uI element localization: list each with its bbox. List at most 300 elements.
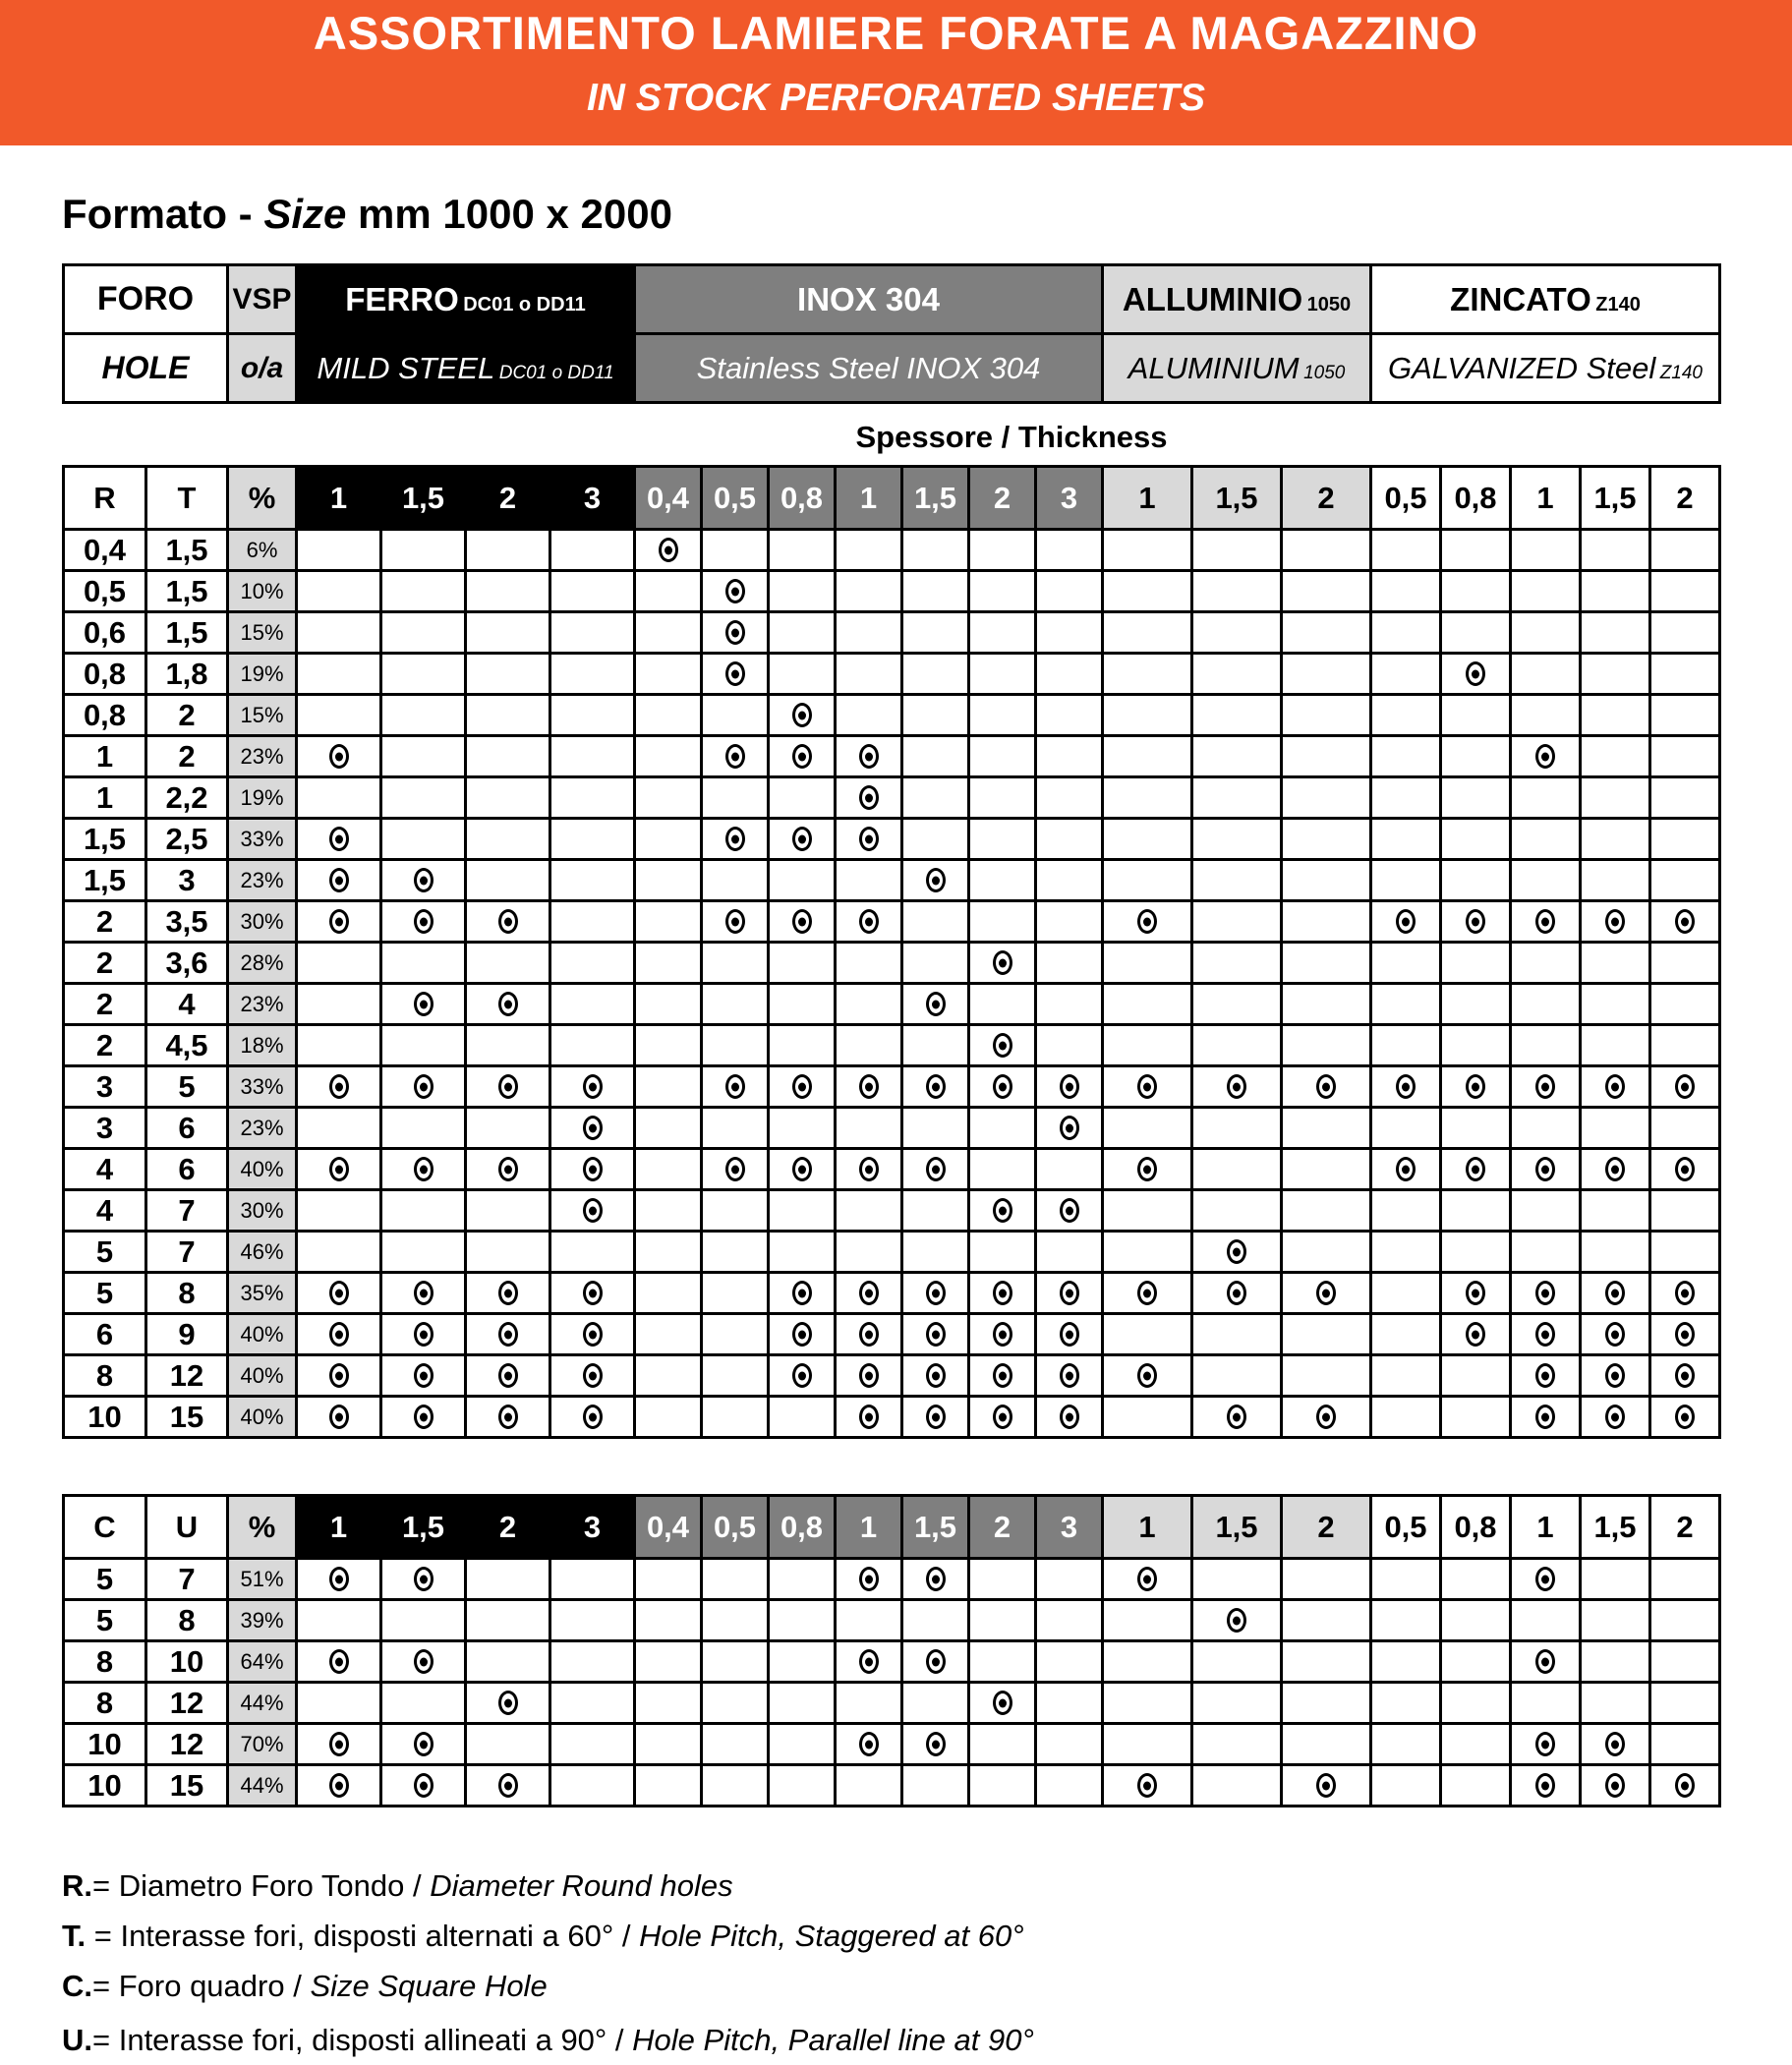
stock-cell <box>635 777 702 819</box>
stock-cell <box>1192 1559 1282 1600</box>
thickness-header-inox-3: 3 <box>1036 467 1103 530</box>
stock-cell <box>1103 654 1192 695</box>
stock-cell <box>969 1641 1036 1683</box>
stock-cell <box>769 1559 836 1600</box>
stock-cell <box>1441 1724 1511 1765</box>
open-area-cell: 23% <box>228 860 297 901</box>
stock-cell <box>1282 1314 1371 1355</box>
stock-dot-icon <box>329 1281 349 1305</box>
stock-cell <box>297 530 381 571</box>
stock-dot-icon <box>1605 1732 1625 1756</box>
stock-cell <box>1192 1355 1282 1397</box>
stock-cell <box>1103 860 1192 901</box>
stock-cell <box>1650 777 1720 819</box>
stock-cell <box>769 1765 836 1807</box>
stock-cell <box>381 984 466 1025</box>
stock-dot-icon <box>1060 1074 1079 1099</box>
stock-dot-icon <box>1227 1239 1246 1264</box>
stock-dot-icon <box>1137 1773 1157 1798</box>
open-area-cell: 39% <box>228 1600 297 1641</box>
stock-cell <box>635 1724 702 1765</box>
stock-dot-icon <box>1605 1322 1625 1347</box>
stock-cell <box>635 1273 702 1314</box>
dimension-cell: 4 <box>64 1190 146 1232</box>
stock-cell <box>381 1641 466 1683</box>
stock-cell <box>1036 1025 1103 1066</box>
stock-cell <box>1581 1600 1650 1641</box>
stock-cell <box>466 1765 550 1807</box>
stock-dot-icon <box>1535 1732 1555 1756</box>
stock-cell <box>550 1190 635 1232</box>
stock-cell <box>1441 654 1511 695</box>
stock-cell <box>1192 1641 1282 1683</box>
stock-dot-icon <box>498 1074 518 1099</box>
stock-dot-icon <box>725 909 745 934</box>
dimension-cell: 2 <box>146 736 228 777</box>
stock-cell <box>1282 571 1371 612</box>
stock-cell <box>1036 736 1103 777</box>
stock-dot-icon <box>792 1322 812 1347</box>
stock-dot-icon <box>1137 1363 1157 1388</box>
stock-cell <box>1511 1066 1581 1108</box>
page-title: ASSORTIMENTO LAMIERE FORATE A MAGAZZINO <box>313 7 1479 59</box>
stock-cell <box>969 1108 1036 1149</box>
stock-cell <box>1441 1559 1511 1600</box>
stock-cell <box>1036 1108 1103 1149</box>
stock-dot-icon <box>1316 1074 1336 1099</box>
header-cell-r: R <box>64 467 146 530</box>
stock-cell <box>550 530 635 571</box>
stock-cell <box>836 1683 902 1724</box>
stock-cell <box>1371 1683 1441 1724</box>
dimension-cell: 3 <box>64 1066 146 1108</box>
stock-cell <box>1192 695 1282 736</box>
thickness-header-zincato-2: 2 <box>1650 1496 1720 1559</box>
mild-steel-name: MILD STEEL <box>317 350 495 385</box>
stock-cell <box>1650 1355 1720 1397</box>
dimension-cell: 4 <box>64 1149 146 1190</box>
stock-dot-icon <box>1137 1074 1157 1099</box>
stock-cell <box>836 777 902 819</box>
stock-cell <box>1103 984 1192 1025</box>
table-row <box>64 901 1720 943</box>
stock-cell <box>1192 777 1282 819</box>
stock-cell <box>1650 1314 1720 1355</box>
stock-cell <box>1103 1066 1192 1108</box>
stock-cell <box>969 654 1036 695</box>
stock-cell <box>550 1149 635 1190</box>
stock-cell <box>1192 943 1282 984</box>
stock-cell <box>1581 1232 1650 1273</box>
thickness-header-alluminio-1_5: 1,5 <box>1192 467 1282 530</box>
stock-cell <box>1192 1190 1282 1232</box>
stock-cell <box>769 1641 836 1683</box>
thickness-header-inox-0_8: 0,8 <box>769 1496 836 1559</box>
stock-cell <box>902 1683 969 1724</box>
open-area-cell: 33% <box>228 819 297 860</box>
stock-dot-icon <box>792 1281 812 1305</box>
stock-cell <box>466 1683 550 1724</box>
stock-cell <box>836 1108 902 1149</box>
open-area-cell: 15% <box>228 695 297 736</box>
stock-cell <box>1650 1232 1720 1273</box>
stock-dot-icon <box>498 1157 518 1181</box>
stock-cell <box>1282 695 1371 736</box>
stock-cell <box>635 1025 702 1066</box>
stock-cell <box>1650 901 1720 943</box>
stock-dot-icon <box>329 1567 349 1591</box>
stock-cell <box>902 1724 969 1765</box>
stock-cell <box>836 1600 902 1641</box>
stock-cell <box>297 612 381 654</box>
materials-row-it <box>64 265 1720 334</box>
stock-dot-icon <box>498 1363 518 1388</box>
inox-name: INOX 304 <box>797 280 940 317</box>
stock-cell <box>702 1397 769 1438</box>
stock-cell <box>1371 1355 1441 1397</box>
thickness-header-inox-1_5: 1,5 <box>902 467 969 530</box>
aluminium-header-cell <box>1103 334 1371 403</box>
table-row <box>64 1765 1720 1807</box>
stock-dot-icon <box>414 1773 434 1798</box>
stock-dot-icon <box>498 1691 518 1715</box>
stock-dot-icon <box>1060 1363 1079 1388</box>
stock-dot-icon <box>1675 1322 1695 1347</box>
stock-cell <box>1036 777 1103 819</box>
stock-dot-icon <box>792 744 812 769</box>
footnote-text-it: = Interasse fori, disposti allineati a 90° / <box>92 2023 633 2057</box>
dimension-cell: 3 <box>146 860 228 901</box>
stock-cell <box>1581 901 1650 943</box>
stock-cell <box>1192 1066 1282 1108</box>
stock-dot-icon <box>329 1773 349 1798</box>
stock-cell <box>1371 1600 1441 1641</box>
stock-dot-icon <box>1316 1405 1336 1429</box>
stock-cell <box>1650 1190 1720 1232</box>
stock-cell <box>1036 612 1103 654</box>
stock-cell <box>836 984 902 1025</box>
stock-dot-icon <box>859 1567 879 1591</box>
stock-dot-icon <box>414 992 434 1016</box>
stock-cell <box>466 901 550 943</box>
stock-cell <box>1103 612 1192 654</box>
open-area-cell: 44% <box>228 1765 297 1807</box>
stock-cell <box>1371 1559 1441 1600</box>
table-row <box>64 1190 1720 1232</box>
stock-cell <box>1581 984 1650 1025</box>
stock-cell <box>769 1724 836 1765</box>
stock-cell <box>1581 819 1650 860</box>
thickness-header-zincato-1: 1 <box>1511 467 1581 530</box>
stock-cell <box>969 530 1036 571</box>
stock-dot-icon <box>1227 1281 1246 1305</box>
stock-dot-icon <box>859 1322 879 1347</box>
stock-cell <box>702 1683 769 1724</box>
stock-cell <box>1371 943 1441 984</box>
thickness-header-zincato-2: 2 <box>1650 467 1720 530</box>
stock-cell <box>902 695 969 736</box>
stock-dot-icon <box>329 1732 349 1756</box>
stock-cell <box>381 1066 466 1108</box>
footnote-u <box>62 2015 1792 2065</box>
stock-dot-icon <box>583 1157 603 1181</box>
stock-cell <box>1511 1765 1581 1807</box>
foro-header-cell: FORO <box>64 265 228 334</box>
table-row <box>64 695 1720 736</box>
stock-cell <box>836 612 902 654</box>
stock-cell <box>1441 530 1511 571</box>
stock-cell <box>1036 901 1103 943</box>
stock-dot-icon <box>329 1074 349 1099</box>
stock-cell <box>769 777 836 819</box>
stock-cell <box>702 1232 769 1273</box>
stock-dot-icon <box>1396 1157 1416 1181</box>
stock-cell <box>635 860 702 901</box>
stock-dot-icon <box>993 1322 1012 1347</box>
stock-cell <box>902 943 969 984</box>
stock-cell <box>381 860 466 901</box>
stock-cell <box>1511 1149 1581 1190</box>
footnote-r <box>62 1861 1792 1911</box>
stock-cell <box>635 695 702 736</box>
stock-cell <box>1192 1397 1282 1438</box>
open-area-cell: 40% <box>228 1397 297 1438</box>
stock-cell <box>1282 819 1371 860</box>
stock-dot-icon <box>859 827 879 851</box>
stock-cell <box>969 1066 1036 1108</box>
stock-cell <box>550 860 635 901</box>
stock-dot-icon <box>1535 1074 1555 1099</box>
stock-cell <box>1282 860 1371 901</box>
stock-cell <box>297 736 381 777</box>
stock-cell <box>969 860 1036 901</box>
stock-cell <box>1441 695 1511 736</box>
stock-cell <box>836 1397 902 1438</box>
stock-cell <box>1441 1273 1511 1314</box>
stock-cell <box>466 1273 550 1314</box>
stock-cell <box>381 1683 466 1724</box>
stock-cell <box>1192 901 1282 943</box>
stock-cell <box>1192 1314 1282 1355</box>
stock-cell <box>769 860 836 901</box>
stock-dot-icon <box>859 1405 879 1429</box>
stock-cell <box>1441 736 1511 777</box>
stock-cell <box>1371 1149 1441 1190</box>
stock-cell <box>1371 1724 1441 1765</box>
stock-cell <box>1282 1641 1371 1683</box>
stock-cell <box>381 1355 466 1397</box>
stock-cell <box>635 1314 702 1355</box>
stock-cell <box>297 1149 381 1190</box>
aluminium-grade: 1050 <box>1303 362 1346 383</box>
stock-dot-icon <box>1605 1281 1625 1305</box>
thickness-header-ferro-2: 2 <box>466 467 550 530</box>
table-row <box>64 1232 1720 1273</box>
table-row <box>64 943 1720 984</box>
stock-cell <box>969 901 1036 943</box>
ferro-grade: DC01 o DD11 <box>463 293 586 315</box>
footnote-key: U. <box>62 2023 92 2057</box>
stock-cell <box>297 1314 381 1355</box>
stock-cell <box>1282 1765 1371 1807</box>
stock-dot-icon <box>414 1074 434 1099</box>
dimension-cell: 1,5 <box>64 860 146 901</box>
stock-cell <box>381 1559 466 1600</box>
stock-cell <box>836 571 902 612</box>
stock-dot-icon <box>498 1322 518 1347</box>
dimension-cell: 8 <box>146 1273 228 1314</box>
stock-cell <box>1650 819 1720 860</box>
thickness-header-ferro-3: 3 <box>550 467 635 530</box>
stock-cell <box>969 1397 1036 1438</box>
stock-cell <box>1650 612 1720 654</box>
stock-cell <box>969 612 1036 654</box>
stock-dot-icon <box>1535 744 1555 769</box>
open-area-cell: 46% <box>228 1232 297 1273</box>
stock-cell <box>902 530 969 571</box>
stock-cell <box>297 695 381 736</box>
stainless-header-cell <box>635 334 1103 403</box>
stock-dot-icon <box>792 1363 812 1388</box>
stock-cell <box>902 1600 969 1641</box>
stock-cell <box>550 777 635 819</box>
dimension-cell: 2 <box>64 943 146 984</box>
table-row <box>64 1641 1720 1683</box>
stock-cell <box>1511 695 1581 736</box>
thickness-header-inox-0_8: 0,8 <box>769 467 836 530</box>
stock-cell <box>769 654 836 695</box>
stock-cell <box>381 819 466 860</box>
stock-cell <box>1371 571 1441 612</box>
stock-dot-icon <box>414 1157 434 1181</box>
stock-dot-icon <box>926 1405 946 1429</box>
stock-cell <box>1650 943 1720 984</box>
stock-dot-icon <box>1605 1405 1625 1429</box>
dimension-cell: 2,5 <box>146 819 228 860</box>
stock-dot-icon <box>926 1567 946 1591</box>
stock-cell <box>1192 1724 1282 1765</box>
stock-dot-icon <box>1535 1649 1555 1674</box>
stock-cell <box>381 1724 466 1765</box>
stock-cell <box>1192 654 1282 695</box>
stock-cell <box>1371 736 1441 777</box>
stock-dot-icon <box>993 1198 1012 1223</box>
format-label-en: Size <box>263 191 347 237</box>
zincato-name: ZINCATO <box>1450 280 1591 317</box>
stock-dot-icon <box>1605 1363 1625 1388</box>
title-banner <box>0 0 1792 145</box>
stock-cell <box>969 1355 1036 1397</box>
stock-cell <box>1282 1600 1371 1641</box>
stock-cell <box>297 901 381 943</box>
stock-cell <box>702 777 769 819</box>
stock-cell <box>769 1355 836 1397</box>
stock-cell <box>769 1397 836 1438</box>
stock-dot-icon <box>1605 1773 1625 1798</box>
stock-cell <box>1650 1683 1720 1724</box>
stock-cell <box>1581 736 1650 777</box>
stock-cell <box>836 1559 902 1600</box>
table-row <box>64 984 1720 1025</box>
stock-cell <box>1282 1232 1371 1273</box>
thickness-header-inox-0_4: 0,4 <box>635 1496 702 1559</box>
stock-dot-icon <box>1466 1157 1485 1181</box>
stock-cell <box>1511 736 1581 777</box>
stock-dot-icon <box>926 1157 946 1181</box>
stock-cell <box>297 1025 381 1066</box>
stock-cell <box>1511 1273 1581 1314</box>
stock-cell <box>1036 1559 1103 1600</box>
stock-cell <box>635 1149 702 1190</box>
stock-dot-icon <box>859 1732 879 1756</box>
stock-dot-icon <box>792 909 812 934</box>
thickness-header-ferro-1_5: 1,5 <box>381 1496 466 1559</box>
table-row <box>64 1683 1720 1724</box>
dimension-cell: 0,6 <box>64 612 146 654</box>
stock-cell <box>969 984 1036 1025</box>
stock-cell <box>1371 984 1441 1025</box>
stock-cell <box>550 819 635 860</box>
stock-cell <box>1103 1190 1192 1232</box>
round-holes-table <box>62 465 1721 1439</box>
stock-cell <box>1441 1600 1511 1641</box>
footnote-key: R. <box>62 1868 92 1903</box>
open-area-cell: 64% <box>228 1641 297 1683</box>
dimension-cell: 0,8 <box>64 695 146 736</box>
table-row <box>64 1025 1720 1066</box>
open-area-cell: 44% <box>228 1683 297 1724</box>
table-row <box>64 1108 1720 1149</box>
stock-cell <box>635 901 702 943</box>
table-row <box>64 736 1720 777</box>
stock-cell <box>1441 819 1511 860</box>
stock-cell <box>1103 1765 1192 1807</box>
header-cell-c: C <box>64 1496 146 1559</box>
mild-steel-header-cell <box>297 334 635 403</box>
stock-cell <box>1650 695 1720 736</box>
stock-dot-icon <box>1535 1363 1555 1388</box>
stock-cell <box>1581 943 1650 984</box>
stock-cell <box>1441 901 1511 943</box>
stock-cell <box>969 943 1036 984</box>
stock-cell <box>550 984 635 1025</box>
stock-cell <box>702 530 769 571</box>
stock-cell <box>1511 1683 1581 1724</box>
column-header-row <box>64 1496 1720 1559</box>
stock-dot-icon <box>859 1074 879 1099</box>
thickness-header-inox-1_5: 1,5 <box>902 1496 969 1559</box>
stock-dot-icon <box>498 992 518 1016</box>
stock-dot-icon <box>414 1567 434 1591</box>
open-area-cell: 30% <box>228 901 297 943</box>
stock-cell <box>1282 1683 1371 1724</box>
stock-dot-icon <box>725 661 745 686</box>
stock-cell <box>1103 1559 1192 1600</box>
stock-dot-icon <box>583 1074 603 1099</box>
stock-cell <box>297 1397 381 1438</box>
stock-cell <box>1511 654 1581 695</box>
materials-header-table <box>62 263 1721 404</box>
alluminio-header-cell <box>1103 265 1371 334</box>
stock-dot-icon <box>859 744 879 769</box>
stock-dot-icon <box>725 827 745 851</box>
dimension-cell: 6 <box>64 1314 146 1355</box>
stock-cell <box>1371 819 1441 860</box>
header-cell-pct: % <box>228 1496 297 1559</box>
stock-dot-icon <box>1605 1157 1625 1181</box>
stock-dot-icon <box>1466 661 1485 686</box>
stock-cell <box>902 1355 969 1397</box>
